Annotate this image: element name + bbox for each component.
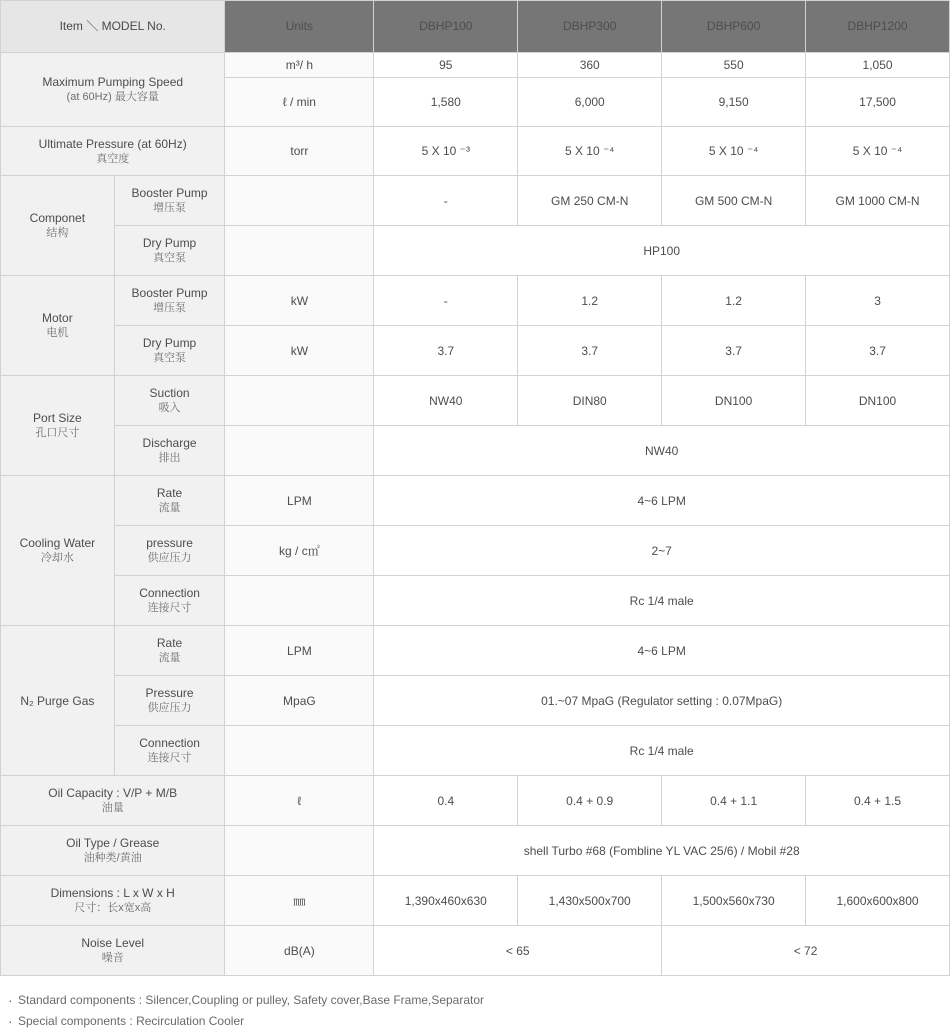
label-text-cn: 供应压力 bbox=[147, 702, 192, 715]
footnotes bbox=[0, 990, 950, 1031]
label-text-en: Oil Type / Grease bbox=[66, 836, 160, 851]
sub-label-discharge bbox=[114, 426, 225, 476]
sub-label-n2-connection bbox=[114, 726, 225, 776]
unit-kw: kW bbox=[225, 276, 374, 326]
label-text-cn: 噪音 bbox=[101, 952, 124, 965]
row-label-port-size bbox=[1, 376, 115, 476]
unit-dba: dB(A) bbox=[225, 926, 374, 976]
table-row bbox=[1, 576, 950, 626]
sub-label-cooling-connection bbox=[114, 576, 225, 626]
value-cell: 1,430x500x700 bbox=[518, 876, 662, 926]
label-text-en: Cooling Water bbox=[19, 536, 96, 551]
unit-empty bbox=[225, 726, 374, 776]
value-cell-merged: 4~6 LPM bbox=[374, 626, 950, 676]
label-text-en: Oil Capacity : V/P + M/B bbox=[48, 786, 178, 801]
sub-label-suction bbox=[114, 376, 225, 426]
unit-kw: kW bbox=[225, 326, 374, 376]
label-text-cn: 油量 bbox=[101, 802, 124, 815]
label-text-en: Maximum Pumping Speed bbox=[42, 75, 184, 90]
unit-empty bbox=[225, 226, 374, 276]
table-row bbox=[1, 926, 950, 976]
label-text-en: Dry Pump bbox=[142, 236, 197, 251]
table-row bbox=[1, 476, 950, 526]
value-cell: 1,600x600x800 bbox=[806, 876, 950, 926]
row-label-oil-type bbox=[1, 826, 225, 876]
footnote-special-components: · Special components : Recirculation Cooler bbox=[8, 1011, 950, 1031]
value-cell: 1,500x560x730 bbox=[662, 876, 806, 926]
label-text-en: Rate bbox=[156, 636, 183, 651]
unit-lpm: LPM bbox=[225, 476, 374, 526]
header-item: Item ＼ MODEL No. bbox=[1, 1, 225, 53]
value-cell-merged: < 65 bbox=[374, 926, 662, 976]
table-row bbox=[1, 676, 950, 726]
row-label-component bbox=[1, 176, 115, 276]
header-units: Units bbox=[225, 1, 374, 53]
value-cell: GM 500 CM-N bbox=[662, 176, 806, 226]
table-row bbox=[1, 127, 950, 176]
value-cell: - bbox=[374, 176, 518, 226]
label-text-cn: 真空度 bbox=[96, 152, 130, 165]
header-model-dbhp600: DBHP600 bbox=[662, 1, 806, 53]
label-text-en: Rate bbox=[156, 486, 183, 501]
header-model-dbhp300: DBHP300 bbox=[518, 1, 662, 53]
row-label-motor bbox=[1, 276, 115, 376]
label-text-cn: 冷却水 bbox=[40, 552, 74, 565]
label-text-cn: 排出 bbox=[158, 452, 181, 465]
unit-empty bbox=[225, 576, 374, 626]
value-cell: 1,580 bbox=[374, 78, 518, 127]
value-cell: DN100 bbox=[806, 376, 950, 426]
value-cell: DN100 bbox=[662, 376, 806, 426]
label-text-cn: 增压泵 bbox=[153, 202, 187, 215]
unit-mpag: MpaG bbox=[225, 676, 374, 726]
label-text-en: Discharge bbox=[142, 436, 197, 451]
value-cell-merged: Rc 1/4 male bbox=[374, 576, 950, 626]
row-label-max-pumping-speed bbox=[1, 53, 225, 127]
label-text-cn: 油种类/黄油 bbox=[83, 852, 142, 865]
sub-label-cooling-rate bbox=[114, 476, 225, 526]
unit-empty bbox=[225, 176, 374, 226]
value-cell: 3 bbox=[806, 276, 950, 326]
footnote-standard-components: · Standard components : Silencer,Coupling or pulley, Safety cover,Base Frame,Separator bbox=[8, 990, 950, 1010]
label-text-cn: 供应压力 bbox=[147, 552, 192, 565]
label-text-cn: 吸入 bbox=[158, 402, 181, 415]
value-cell: 95 bbox=[374, 53, 518, 78]
value-cell: 17,500 bbox=[806, 78, 950, 127]
label-text-en: Motor bbox=[42, 311, 73, 326]
table-row bbox=[1, 176, 950, 226]
sub-label-motor-dry-pump bbox=[114, 326, 225, 376]
label-text-cn: 连接尺寸 bbox=[147, 752, 192, 765]
header-model-dbhp1200: DBHP1200 bbox=[806, 1, 950, 53]
label-text-cn: 真空泵 bbox=[153, 352, 187, 365]
value-cell: 1,050 bbox=[806, 53, 950, 78]
row-label-cooling-water bbox=[1, 476, 115, 626]
table-row bbox=[1, 826, 950, 876]
sub-label-n2-rate bbox=[114, 626, 225, 676]
value-cell: 6,000 bbox=[518, 78, 662, 127]
unit-empty bbox=[225, 426, 374, 476]
label-text-en: Booster Pump bbox=[131, 286, 208, 301]
value-cell: 5 X 10 ⁻⁴ bbox=[518, 127, 662, 176]
label-text-cn: 孔口尺寸 bbox=[35, 427, 80, 440]
value-cell: 1.2 bbox=[518, 276, 662, 326]
table-row bbox=[1, 276, 950, 326]
label-text-cn: 真空泵 bbox=[153, 252, 187, 265]
value-cell: 0.4 + 0.9 bbox=[518, 776, 662, 826]
sub-label-motor-booster-pump bbox=[114, 276, 225, 326]
sub-label-dry-pump bbox=[114, 226, 225, 276]
unit-lmin: ℓ / min bbox=[225, 78, 374, 127]
label-text-cn: 增压泵 bbox=[153, 302, 187, 315]
row-label-noise-level bbox=[1, 926, 225, 976]
value-cell: 5 X 10 ⁻⁴ bbox=[806, 127, 950, 176]
value-cell-merged: Rc 1/4 male bbox=[374, 726, 950, 776]
value-cell: 360 bbox=[518, 53, 662, 78]
table-row bbox=[1, 376, 950, 426]
unit-empty bbox=[225, 826, 374, 876]
value-cell: 0.4 + 1.1 bbox=[662, 776, 806, 826]
table-row bbox=[1, 726, 950, 776]
value-cell: 5 X 10 ⁻³ bbox=[374, 127, 518, 176]
label-text-en: Connection bbox=[139, 736, 200, 751]
value-cell: 5 X 10 ⁻⁴ bbox=[662, 127, 806, 176]
unit-torr: torr bbox=[225, 127, 374, 176]
table-row bbox=[1, 526, 950, 576]
label-text-cn: 电机 bbox=[46, 327, 69, 340]
table-row bbox=[1, 626, 950, 676]
value-cell-merged: NW40 bbox=[374, 426, 950, 476]
value-cell: 1.2 bbox=[662, 276, 806, 326]
label-text-en: Ultimate Pressure (at 60Hz) bbox=[38, 136, 187, 151]
value-cell-merged: 4~6 LPM bbox=[374, 476, 950, 526]
label-text-en: Pressure bbox=[145, 686, 194, 701]
value-cell-merged: shell Turbo #68 (Fombline YL VAC 25/6) / Mobil #28 bbox=[374, 826, 950, 876]
row-label-n2-purge-gas bbox=[1, 626, 115, 776]
value-cell-merged: 01.~07 MpaG (Regulator setting : 0.07MpaG) bbox=[374, 676, 950, 726]
value-cell: - bbox=[374, 276, 518, 326]
table-row bbox=[1, 876, 950, 926]
value-cell: 0.4 + 1.5 bbox=[806, 776, 950, 826]
value-cell: NW40 bbox=[374, 376, 518, 426]
row-label-dimensions bbox=[1, 876, 225, 926]
label-text-en: Port Size bbox=[33, 411, 82, 426]
table-row bbox=[1, 776, 950, 826]
label-text-en: N₂ Purge Gas bbox=[20, 693, 95, 708]
unit-lpm: LPM bbox=[225, 626, 374, 676]
value-cell-merged: < 72 bbox=[662, 926, 950, 976]
label-text-cn: 结构 bbox=[46, 227, 69, 240]
value-cell: 3.7 bbox=[518, 326, 662, 376]
value-cell: GM 1000 CM-N bbox=[806, 176, 950, 226]
row-label-ultimate-pressure bbox=[1, 127, 225, 176]
label-text-cn: 流量 bbox=[158, 502, 181, 515]
label-text-en: Booster Pump bbox=[131, 186, 208, 201]
table-row bbox=[1, 426, 950, 476]
header-row bbox=[1, 1, 950, 53]
unit-empty bbox=[225, 376, 374, 426]
sub-label-cooling-pressure bbox=[114, 526, 225, 576]
unit-kg-cm2: kg / c㎡ bbox=[225, 526, 374, 576]
value-cell: 550 bbox=[662, 53, 806, 78]
value-cell: 3.7 bbox=[806, 326, 950, 376]
unit-mm: ㎜ bbox=[225, 876, 374, 926]
label-text-en: Suction bbox=[149, 386, 190, 401]
label-text-cn: 尺寸：长x宽x高 bbox=[74, 902, 152, 915]
value-cell: 3.7 bbox=[662, 326, 806, 376]
label-text-en: Connection bbox=[139, 586, 200, 601]
label-text-en: Componet bbox=[29, 211, 86, 226]
value-cell: 0.4 bbox=[374, 776, 518, 826]
label-text-en: Dry Pump bbox=[142, 336, 197, 351]
value-cell: 3.7 bbox=[374, 326, 518, 376]
label-text-en: Dimensions : L x W x H bbox=[50, 886, 175, 901]
label-text-cn: 流量 bbox=[158, 652, 181, 665]
value-cell-merged: HP100 bbox=[374, 226, 950, 276]
value-cell: 9,150 bbox=[662, 78, 806, 127]
table-row bbox=[1, 53, 950, 78]
sub-label-booster-pump bbox=[114, 176, 225, 226]
value-cell: DIN80 bbox=[518, 376, 662, 426]
table-row bbox=[1, 326, 950, 376]
header-model-dbhp100: DBHP100 bbox=[374, 1, 518, 53]
value-cell: GM 250 CM-N bbox=[518, 176, 662, 226]
table-body bbox=[1, 53, 950, 976]
table-header bbox=[1, 1, 950, 53]
unit-liter: ℓ bbox=[225, 776, 374, 826]
unit-m3h: m³/ h bbox=[225, 53, 374, 78]
value-cell: 1,390x460x630 bbox=[374, 876, 518, 926]
row-label-oil-capacity bbox=[1, 776, 225, 826]
value-cell-merged: 2~7 bbox=[374, 526, 950, 576]
table-row bbox=[1, 226, 950, 276]
label-text-en: Noise Level bbox=[81, 936, 145, 951]
label-text-en: pressure bbox=[146, 536, 193, 551]
sub-label-n2-pressure bbox=[114, 676, 225, 726]
label-text-cn: 连接尺寸 bbox=[147, 602, 192, 615]
label-text-cn: (at 60Hz) 最大容量 bbox=[66, 91, 159, 104]
